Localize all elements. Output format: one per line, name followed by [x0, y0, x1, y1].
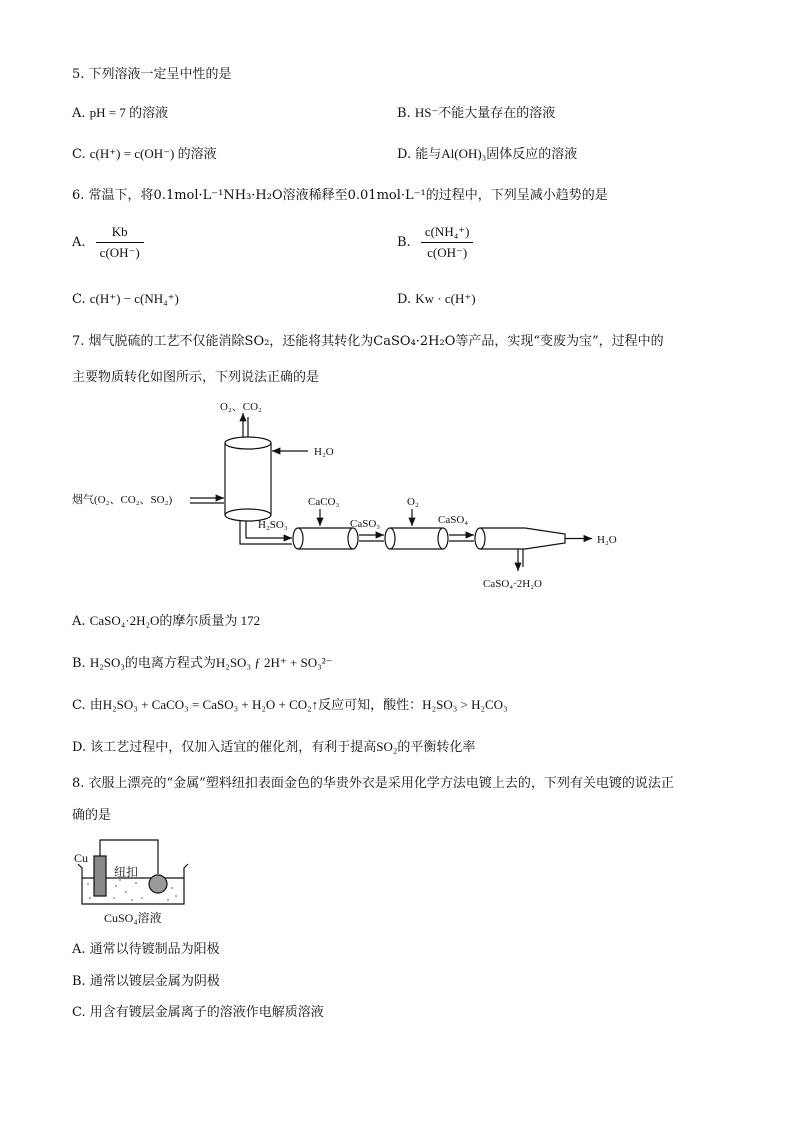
option-label: A.: [72, 235, 86, 250]
option-text: H₂SO₃的电离方程式为H₂SO₃ ƒ 2H⁺ + SO₃²⁻: [89, 655, 333, 670]
option-label: A.: [72, 106, 86, 121]
electroplating-diagram: [72, 836, 202, 928]
option-label: D.: [397, 292, 412, 307]
option-label: B.: [397, 106, 411, 121]
q7-stem-line2: 主要物质转化如图所示，下列说法正确的是: [72, 370, 320, 385]
label-flue-gas: 烟气(O₂、CO₂、SO₂): [72, 494, 173, 506]
label-cu: Cu: [74, 851, 89, 865]
option-label: D.: [397, 147, 412, 162]
option-text: 用含有镀层金属离子的溶液作电解质溶液: [89, 1005, 324, 1020]
q7-option-b: [72, 654, 332, 673]
option-label: A.: [72, 942, 86, 957]
option-label: C.: [72, 698, 86, 713]
label-water-out: H₂O: [597, 534, 617, 546]
option-text: pH = 7 的溶液: [89, 105, 169, 120]
absorption-tower: [225, 443, 271, 515]
option-text: 该工艺过程中，仅加入适宜的催化剂，有利于提高SO₂的平衡转化率: [90, 739, 476, 754]
option-label: A.: [72, 614, 86, 629]
q8-option-c: [72, 1004, 324, 1022]
label-o2-co2: O₂、CO₂: [220, 401, 262, 413]
label-h2so3: H₂SO₃: [258, 519, 288, 531]
fraction-denominator: c(OH⁻): [99, 245, 140, 260]
option-label: B.: [397, 235, 411, 250]
tower-top: [225, 437, 271, 449]
label-cuso4-solution: CuSO₄溶液: [104, 911, 162, 925]
q8-option-b: [72, 973, 220, 991]
reactor-1: [298, 528, 353, 549]
copper-electrode: [94, 856, 106, 896]
q5-option-c: [72, 145, 217, 164]
q5-option-a: [72, 104, 168, 123]
q5-option-d: [397, 145, 577, 164]
option-label: C.: [72, 292, 86, 307]
option-text: HS⁻不能大量存在的溶液: [414, 105, 556, 120]
option-text: 由H₂SO₃ + CaCO₃ = CaSO₃ + H₂O + CO₂↑反应可知，酸性：H₂SO₃ > H₂CO₃: [89, 697, 508, 712]
button-electrode: [149, 875, 167, 893]
option-label: C.: [72, 147, 86, 162]
option-label: B.: [72, 974, 86, 989]
option-text: 通常以镀层金属为阴极: [89, 974, 220, 989]
label-water-in: H₂O: [314, 446, 334, 458]
q8-stem-line1: 8. 衣服上漂亮的“金属”塑料纽扣表面金色的华贵外衣是采用化学方法电镀上去的，下列有关电镀的说法正: [72, 776, 674, 791]
q7-option-d: [72, 738, 475, 757]
fraction-denominator: c(OH⁻): [427, 245, 468, 260]
option-text: Kw · c(H⁺): [415, 291, 476, 306]
q5-stem: 5. 下列溶液一定呈中性的是: [72, 67, 232, 82]
option-text: CaSO₄·2H₂O的摩尔质量为 172: [89, 613, 261, 628]
option-text: 通常以待镀制品为阳极: [89, 942, 220, 957]
option-label: B.: [72, 656, 86, 671]
label-button: 纽扣: [114, 865, 139, 879]
q6-option-b: [397, 224, 473, 261]
q6-option-a: [72, 224, 144, 261]
reactor-2: [390, 528, 443, 549]
crystallizer: [480, 528, 565, 549]
fraction: [96, 224, 144, 261]
q6-option-d: [397, 290, 476, 309]
label-caco3: CaCO₃: [308, 496, 340, 508]
q8-stem-line2: 确的是: [72, 808, 112, 823]
fraction: [421, 224, 474, 261]
option-text: c(H⁺) − c(NH₄⁺): [89, 291, 179, 306]
q7-option-a: [72, 612, 260, 631]
desulfurization-diagram: [70, 395, 630, 595]
q6-stem: 6. 常温下，将0.1mol·L⁻¹NH₃·H₂O溶液稀释至0.01mol·L⁻¹的过程中，下列呈减小趋势的是: [72, 188, 608, 203]
q7-stem-line1: 7. 烟气脱硫的工艺不仅能消除SO₂，还能将其转化为CaSO₄·2H₂O等产品，实现“变废为宝”，过程中的: [72, 334, 664, 349]
option-text: c(H⁺) = c(OH⁻) 的溶液: [89, 146, 217, 161]
q6-option-c: [72, 290, 179, 309]
label-o2: O₂: [407, 496, 419, 508]
q5-option-b: [397, 104, 555, 123]
q7-option-c: [72, 696, 508, 715]
option-label: D.: [72, 740, 87, 755]
label-caso4: CaSO₄: [438, 514, 469, 526]
label-product: CaSO₄·2H₂O: [483, 578, 543, 590]
fraction-numerator: Kb: [96, 224, 144, 243]
fraction-numerator: c(NH₄⁺): [421, 224, 474, 243]
q8-option-a: [72, 941, 220, 959]
label-caso3: CaSO₃: [350, 518, 381, 530]
option-label: C.: [72, 1005, 86, 1020]
option-text: 能与Al(OH)₃固体反应的溶液: [415, 146, 578, 161]
